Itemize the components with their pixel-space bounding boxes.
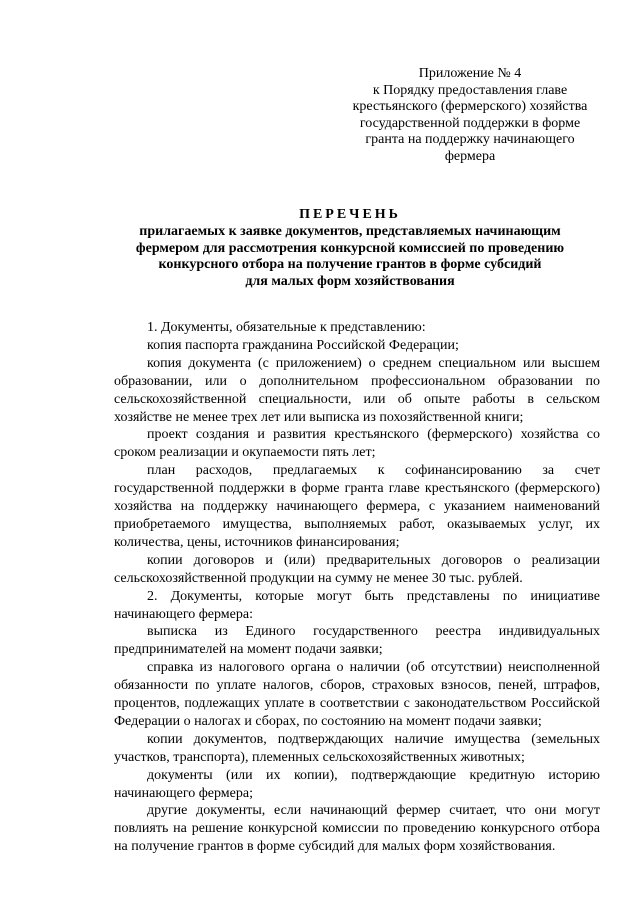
document-title: ПЕРЕЧЕНЬ [299, 207, 401, 222]
list-item: копия паспорта гражданина Российской Федерации; [147, 337, 459, 353]
subtitle-line: для малых форм хозяйствования [245, 273, 455, 289]
appendix-line: фермера [444, 148, 496, 164]
list-item: справка из налогового органа о наличии (об отсутствии) неисполненной обязанности по уплате налогов, сборов, страховых взносов, пеней, штрафов, процентов, подлежащих уплате в соответствии с законодательством Российской Федерации о налогах и сборах, по состоянию на момент подачи заявки; [114, 660, 600, 729]
document-body [114, 319, 600, 856]
list-item: план расходов, предлагаемых к софинансированию за счет государственной поддержки в форме гранта главе крестьянского (фермерского) хозяйства на поддержку начинающего фермера, с указанием наименований приобретаемого имущества, выполняемых работ, оказываемых услуг, их количества, цены, источников финансирования; [114, 463, 600, 550]
list-item: копии договоров и (или) предварительных договоров о реализации сельскохозяйственной продукции на сумму не менее 30 тыс. рублей. [114, 552, 600, 586]
appendix-line: государственной поддержки в форме [359, 115, 581, 131]
section-heading-optional: 2. Документы, которые могут быть представлены по инициативе начинающего фермера: [114, 588, 600, 622]
list-item: копии документов, подтверждающих наличие имущества (земельных участков, транспорта), племенных сельскохозяйственных животных; [114, 731, 600, 765]
subtitle-line: фермером для рассмотрения конкурсной комиссией по проведению [135, 240, 565, 256]
list-item: проект создания и развития крестьянского (фермерского) хозяйства со сроком реализации и окупаемости пять лет; [114, 427, 600, 461]
appendix-line: гранта на поддержку начинающего [365, 132, 575, 147]
section-heading-required: 1. Документы, обязательные к представлению: [147, 320, 426, 335]
list-item: копия документа (с приложением) о среднем специальном или высшем образовании, или о дополнительном профессиональном образовании по сельскохозяйственной специальности, или об опыте работы в сельском хозяйстве не менее трех лет или выписка из похозяйственной книги; [114, 355, 600, 425]
subtitle-line: конкурсного отбора на получение грантов в форме субсидий [158, 257, 542, 272]
appendix-line: крестьянского (фермерского) хозяйства [352, 99, 588, 114]
appendix-line: к Порядку предоставления главе [372, 82, 568, 98]
appendix-block [340, 66, 600, 165]
subtitle-line: прилагаемых к заявке документов, представляемых начинающим [139, 224, 561, 239]
list-item: документы (или их копии), подтверждающие кредитную историю начинающего фермера; [114, 767, 600, 801]
list-item: другие документы, если начинающий фермер считает, что они могут повлиять на решение конкурсной комиссии по проведению конкурсного отбора на получение грантов в форме субсидий для малых форм хозяйствования. [114, 803, 600, 855]
list-item: выписка из Единого государственного реестра индивидуальных предпринимателей на момент подачи заявки; [114, 624, 600, 658]
document-subtitle [100, 224, 600, 290]
appendix-line: Приложение № 4 [418, 66, 522, 81]
